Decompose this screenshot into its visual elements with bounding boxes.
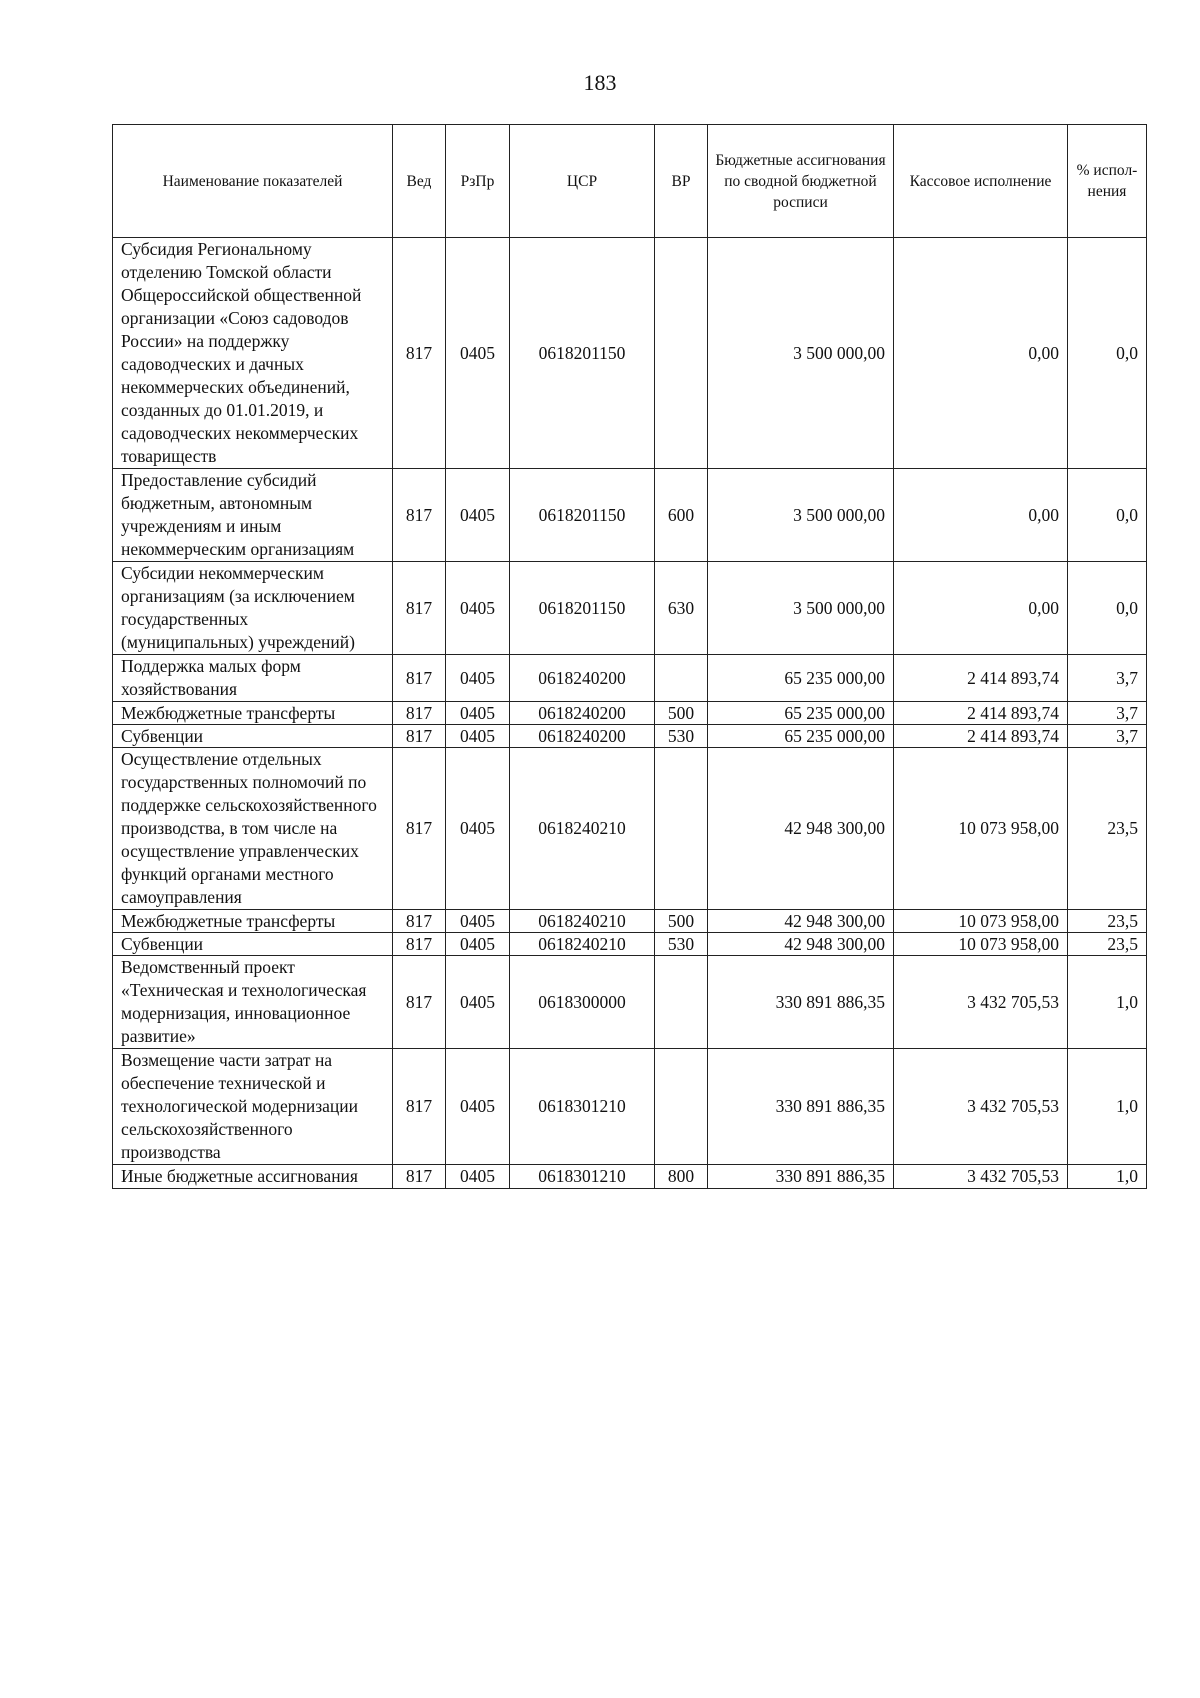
table-row	[113, 956, 1147, 1049]
row-percent: 3,7	[1068, 702, 1147, 725]
row-ved: 817	[393, 238, 446, 469]
row-vr: 800	[655, 1165, 708, 1189]
row-cash: 2 414 893,74	[894, 702, 1068, 725]
row-percent: 0,0	[1068, 562, 1147, 655]
row-assignments: 330 891 886,35	[708, 1049, 894, 1165]
table-row	[113, 562, 1147, 655]
row-rzpr: 0405	[446, 655, 510, 702]
row-name: Субсидии некоммерческим организациям (за исключением государственных (муниципальных) учреждений)	[113, 562, 393, 655]
row-ved: 817	[393, 1165, 446, 1189]
row-assignments: 65 235 000,00	[708, 725, 894, 748]
table-header-row	[113, 125, 1147, 238]
row-cash: 0,00	[894, 562, 1068, 655]
row-csr: 0618201150	[510, 469, 655, 562]
row-cash: 10 073 958,00	[894, 933, 1068, 956]
row-rzpr: 0405	[446, 469, 510, 562]
header-cash: Кассовое исполнение	[894, 125, 1068, 238]
row-rzpr: 0405	[446, 702, 510, 725]
row-vr: 500	[655, 910, 708, 933]
row-csr: 0618201150	[510, 562, 655, 655]
table-row	[113, 725, 1147, 748]
row-csr: 0618240200	[510, 725, 655, 748]
row-rzpr: 0405	[446, 933, 510, 956]
row-vr	[655, 655, 708, 702]
row-name: Субвенции	[113, 725, 393, 748]
row-percent: 0,0	[1068, 469, 1147, 562]
row-name: Осуществление отдельных государственных полномочий по поддержке сельскохозяйственного производства, в том числе на осуществление управленческих функций органами местного самоуправления	[113, 748, 393, 910]
row-name: Межбюджетные трансферты	[113, 910, 393, 933]
row-name: Межбюджетные трансферты	[113, 702, 393, 725]
row-percent: 3,7	[1068, 725, 1147, 748]
row-cash: 0,00	[894, 238, 1068, 469]
row-name: Ведомственный проект «Техническая и технологическая модернизация, инновационное развитие»	[113, 956, 393, 1049]
row-percent: 3,7	[1068, 655, 1147, 702]
row-ved: 817	[393, 933, 446, 956]
row-assignments: 3 500 000,00	[708, 238, 894, 469]
budget-execution-table	[112, 124, 1147, 1189]
row-cash: 2 414 893,74	[894, 655, 1068, 702]
row-cash: 0,00	[894, 469, 1068, 562]
table-row	[113, 469, 1147, 562]
row-assignments: 3 500 000,00	[708, 469, 894, 562]
row-ved: 817	[393, 655, 446, 702]
header-vr: ВР	[655, 125, 708, 238]
header-rzpr: РзПр	[446, 125, 510, 238]
row-assignments: 65 235 000,00	[708, 655, 894, 702]
row-rzpr: 0405	[446, 725, 510, 748]
table-row	[113, 238, 1147, 469]
table-row	[113, 748, 1147, 910]
row-assignments: 42 948 300,00	[708, 748, 894, 910]
table-row	[113, 910, 1147, 933]
row-ved: 817	[393, 910, 446, 933]
header-csr: ЦСР	[510, 125, 655, 238]
row-csr: 0618240210	[510, 910, 655, 933]
row-vr: 530	[655, 725, 708, 748]
row-cash: 10 073 958,00	[894, 910, 1068, 933]
row-csr: 0618301210	[510, 1049, 655, 1165]
row-rzpr: 0405	[446, 238, 510, 469]
header-ved: Вед	[393, 125, 446, 238]
row-ved: 817	[393, 702, 446, 725]
row-percent: 23,5	[1068, 748, 1147, 910]
row-vr	[655, 956, 708, 1049]
header-assignments: Бюджетные ассигнования по сводной бюджетной росписи	[708, 125, 894, 238]
row-name: Субсидия Региональному отделению Томской области Общероссийской общественной организации «Союз садоводов России» на поддержку садоводческих и дачных некоммерческих объединений, созданных до 01.01.2019, и садоводческих некоммерческих товариществ	[113, 238, 393, 469]
row-percent: 0,0	[1068, 238, 1147, 469]
row-percent: 23,5	[1068, 910, 1147, 933]
row-rzpr: 0405	[446, 910, 510, 933]
row-assignments: 330 891 886,35	[708, 956, 894, 1049]
row-name: Субвенции	[113, 933, 393, 956]
row-rzpr: 0405	[446, 956, 510, 1049]
row-csr: 0618201150	[510, 238, 655, 469]
row-cash: 2 414 893,74	[894, 725, 1068, 748]
table-row	[113, 702, 1147, 725]
row-percent: 1,0	[1068, 1049, 1147, 1165]
header-name: Наименование показателей	[113, 125, 393, 238]
row-vr	[655, 238, 708, 469]
row-vr: 630	[655, 562, 708, 655]
row-csr: 0618301210	[510, 1165, 655, 1189]
page-number: 183	[583, 70, 617, 95]
row-cash: 3 432 705,53	[894, 1049, 1068, 1165]
row-csr: 0618240200	[510, 655, 655, 702]
row-cash: 3 432 705,53	[894, 956, 1068, 1049]
row-rzpr: 0405	[446, 1165, 510, 1189]
row-ved: 817	[393, 748, 446, 910]
row-assignments: 330 891 886,35	[708, 1165, 894, 1189]
row-csr: 0618240210	[510, 933, 655, 956]
row-rzpr: 0405	[446, 748, 510, 910]
row-ved: 817	[393, 469, 446, 562]
header-percent: % испол-нения	[1068, 125, 1147, 238]
row-rzpr: 0405	[446, 1049, 510, 1165]
row-cash: 3 432 705,53	[894, 1165, 1068, 1189]
row-csr: 0618240210	[510, 748, 655, 910]
row-name: Иные бюджетные ассигнования	[113, 1165, 393, 1189]
row-csr: 0618300000	[510, 956, 655, 1049]
table-row	[113, 1049, 1147, 1165]
row-percent: 1,0	[1068, 1165, 1147, 1189]
row-percent: 1,0	[1068, 956, 1147, 1049]
row-name: Возмещение части затрат на обеспечение технической и технологической модернизации сельскохозяйственного производства	[113, 1049, 393, 1165]
table-row	[113, 655, 1147, 702]
row-ved: 817	[393, 956, 446, 1049]
row-ved: 817	[393, 1049, 446, 1165]
row-vr	[655, 748, 708, 910]
row-cash: 10 073 958,00	[894, 748, 1068, 910]
row-assignments: 3 500 000,00	[708, 562, 894, 655]
row-vr: 500	[655, 702, 708, 725]
row-vr	[655, 1049, 708, 1165]
row-assignments: 42 948 300,00	[708, 933, 894, 956]
row-vr: 530	[655, 933, 708, 956]
row-name: Предоставление субсидий бюджетным, автономным учреждениям и иным некоммерческим организациям	[113, 469, 393, 562]
row-vr: 600	[655, 469, 708, 562]
row-ved: 817	[393, 725, 446, 748]
row-assignments: 42 948 300,00	[708, 910, 894, 933]
row-ved: 817	[393, 562, 446, 655]
row-rzpr: 0405	[446, 562, 510, 655]
row-name: Поддержка малых форм хозяйствования	[113, 655, 393, 702]
table-row	[113, 1165, 1147, 1189]
table-row	[113, 933, 1147, 956]
row-csr: 0618240200	[510, 702, 655, 725]
row-assignments: 65 235 000,00	[708, 702, 894, 725]
row-percent: 23,5	[1068, 933, 1147, 956]
